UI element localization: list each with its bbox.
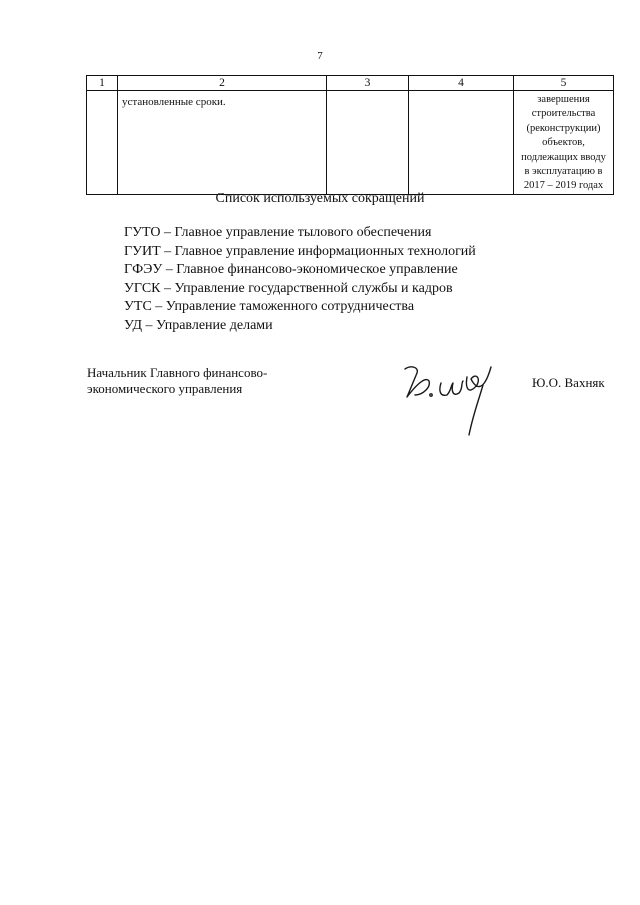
continuation-table bbox=[86, 75, 614, 195]
list-item: ГФЭУ – Главное финансово-экономическое управление bbox=[124, 262, 458, 278]
abbreviations-title: Список используемых сокращений bbox=[215, 191, 425, 206]
signatory-name: Ю.О. Вахняк bbox=[532, 375, 605, 390]
list-item: ГУИТ – Главное управление информационных технологий bbox=[124, 243, 476, 259]
cell-line: объектов, bbox=[542, 137, 585, 149]
signatory-position bbox=[87, 365, 267, 397]
list-item: УТС – Управление таможенного сотрудничества bbox=[124, 299, 415, 315]
table-cell bbox=[409, 91, 514, 195]
list-item: УД – Управление делами bbox=[124, 317, 273, 333]
column-header: 5 bbox=[514, 76, 614, 91]
table-cell-deadline bbox=[514, 91, 614, 195]
column-header: 3 bbox=[327, 76, 409, 91]
cell-line: строительства bbox=[531, 108, 596, 120]
list-item: УГСК – Управление государственной службы и кадров bbox=[124, 280, 453, 296]
cell-line: завершения bbox=[537, 94, 590, 105]
column-header: 1 bbox=[87, 76, 118, 91]
cell-line: 2017 – 2019 годах bbox=[523, 180, 604, 192]
table-header-row bbox=[87, 76, 614, 91]
cell-line: подлежащих вводу bbox=[521, 151, 606, 163]
table-cell bbox=[327, 91, 409, 195]
column-header: 2 bbox=[118, 76, 327, 91]
cell-line: в эксплуатацию в bbox=[524, 166, 603, 178]
page-number: 7 bbox=[317, 50, 323, 62]
list-item: ГУТО – Главное управление тылового обеспечения bbox=[124, 225, 432, 240]
column-header: 4 bbox=[409, 76, 514, 91]
position-line: экономического управления bbox=[87, 381, 243, 396]
table-row bbox=[87, 91, 614, 195]
handwritten-signature bbox=[395, 355, 505, 440]
position-line: Начальник Главного финансово- bbox=[87, 365, 268, 380]
table-cell bbox=[87, 91, 118, 195]
cell-line: (реконструкции) bbox=[526, 122, 601, 134]
abbreviations-list bbox=[124, 224, 476, 336]
table-cell-text: установленные сроки. bbox=[118, 91, 327, 195]
